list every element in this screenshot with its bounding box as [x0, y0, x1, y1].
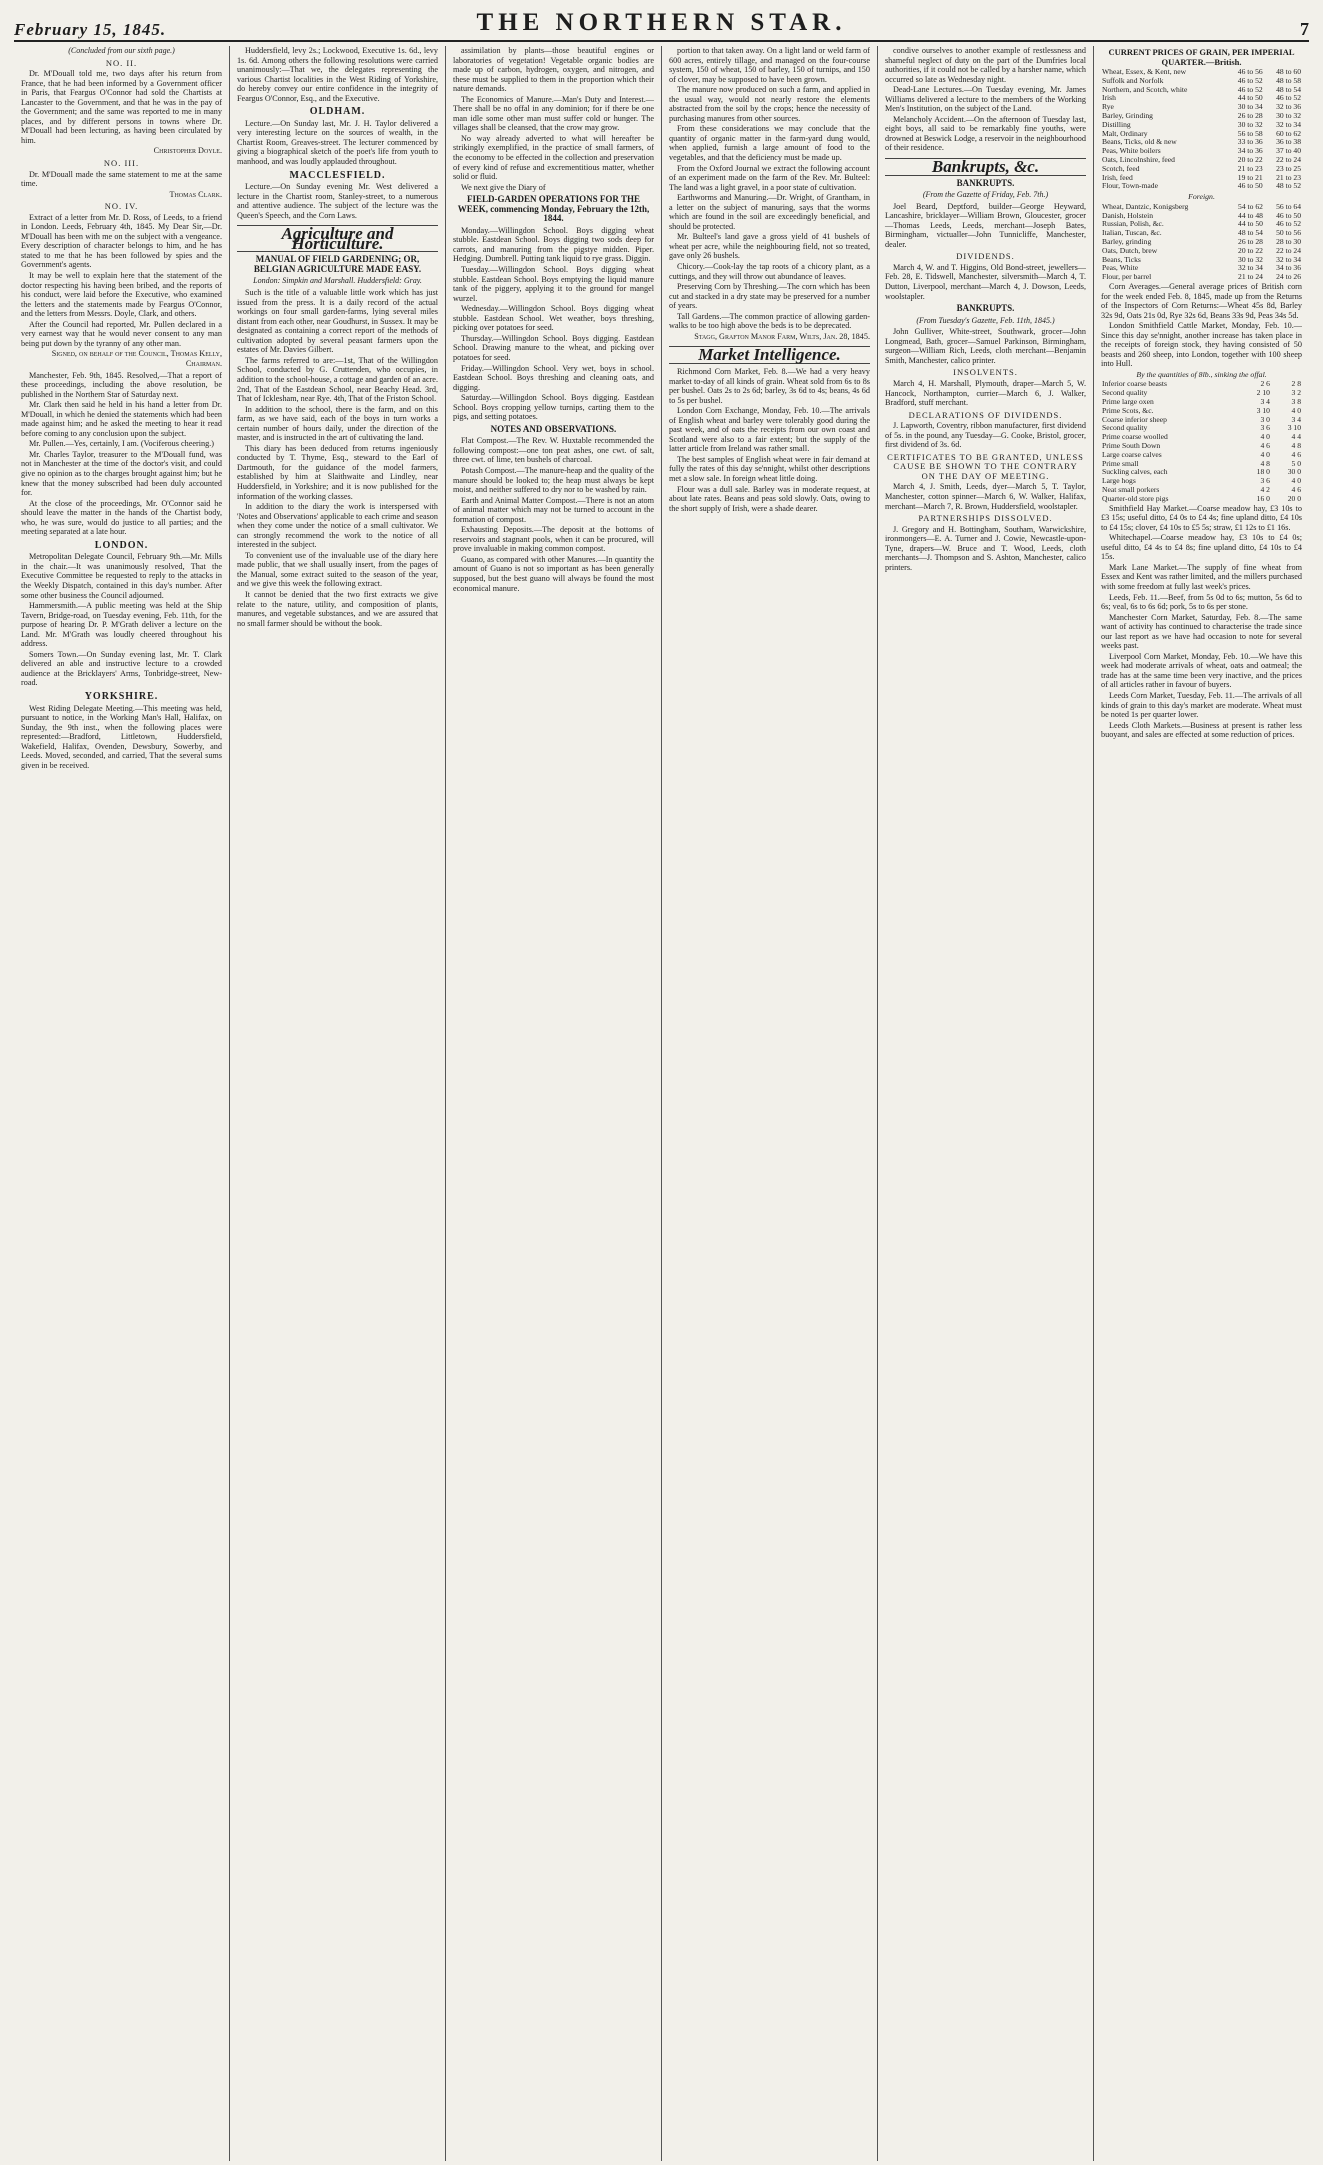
article-paragraph: J. Gregory and H. Bottingham, Southam, Warwickshire, ironmongers—E. A. Turner and J. Cowie, Newcastle-upon-Tyne, drapers—W. Bruce and T. Wood, Leeds, cloth merchants—J. Thompson and S. Ashton, Manchester, calico printers. [885, 524, 1086, 572]
column-1 [14, 46, 230, 2161]
notes-heading: NOTES AND OBSERVATIONS. [490, 423, 617, 434]
price-cell: 30 0 [1287, 467, 1301, 477]
page-number: 7 [1300, 19, 1309, 39]
article-paragraph: Huddersfield, levy 2s.; Lockwood, Executive 1s. 6d., levy 1s. 6d. Among others the following resolutions were carried unanimously:—That we, the delegates representing the various Chartist localities in the West Riding of Yorkshire, do hereby convey our entire confidence in the integrity of Feargus O'Connor, Esq., and the Executive. [237, 46, 438, 103]
article-paragraph: The manure now produced on such a farm, and applied in the usual way, would not nearly restore the elements abstracted from the soil by the crops; hence the necessity of purchasing manures from other sources. [669, 85, 870, 123]
price-cell: 32 to 34 [1238, 263, 1263, 273]
article-paragraph: Preserving Corn by Threshing.—The corn which has been cut and stacked in a dry state may be preserved for a number of years. [669, 282, 870, 311]
article-paragraph: From the Oxford Journal we extract the following account of an experiment made on the farm of the Rev. Mr. Bulteel: The land was a light gravel, in a poor state of cultivation. [669, 163, 870, 192]
price-cell: 21 to 23 [1237, 163, 1263, 173]
price-cell: 21 to 24 [1238, 272, 1263, 282]
article-paragraph: Liverpool Corn Market, Monday, Feb. 10.—We have this week had moderate arrivals of wheat, oats and oatmeal; the trade has at the same time been very inactive, and the prices of all articles rather in favour of buyers. [1101, 651, 1302, 690]
article-paragraph: John Gulliver, White-street, Southwark, grocer—John Longmead, Bath, grocer—Samuel Parkinson, Birmingham, surgeon—William Rich, Leeds, cloth merchant—Benjamin Smith, Manchester, calico printer. [885, 327, 1086, 365]
article-paragraph: Extract of a letter from Mr. D. Ross, of Leeds, to a friend in London. Leeds, February 4th, 1845. My Dear Sir,—Dr. M'Douall has been with me on the subject with a vengeance. Every description of character belongs to him, and he has stated to me that he has been followed by spies and the Government's agents. [21, 212, 222, 270]
article-paragraph: We next give the Diary of [461, 182, 546, 192]
column-4 [662, 46, 878, 2161]
column-5 [878, 46, 1094, 2161]
article-paragraph: Wednesday.—Willingdon School. Boys digging wheat stubble. Eastdean School. Wet weather, boys threshing, picking over potatoes for seed. [453, 304, 654, 333]
price-cell: 3 4 [1291, 414, 1301, 424]
price-cell: 2 6 [1260, 379, 1270, 389]
table-row [1101, 112, 1302, 121]
row-label: Wheat, Essex, & Kent, new [1102, 67, 1187, 77]
price-cell: 30 to 32 [1237, 119, 1263, 129]
row-label: Prime large oxen [1102, 397, 1154, 407]
article-paragraph: Such is the title of a valuable little work which has just issued from the press. It is a daily record of the actual workings on four small garden-farms, lying several miles distant from each other, near Goudhurst, in Sussex. It may be designated as containing a correct report of the methods of cultivation adopted by several peasant farmers upon the estates of Mr. Davies Gilbert. [237, 288, 438, 355]
grain-prices-title: CURRENT PRICES OF GRAIN, PER IMPERIAL QUARTER.—British. [1108, 47, 1295, 67]
article-paragraph: Leeds Corn Market, Tuesday, Feb. 11.—The arrivals of all kinds of grain to this day's market are moderate. Wheat must be noted 1s per quarter lower. [1101, 690, 1302, 720]
row-label: Scotch, feed [1102, 163, 1140, 173]
gazette-note: (From the Gazette of Friday, Feb. 7th.) [922, 190, 1049, 200]
price-cell: 20 0 [1287, 493, 1301, 503]
row-label: Distilling [1102, 119, 1131, 129]
signature: Christopher Doyle. [153, 146, 222, 156]
price-cell: 3 6 [1260, 423, 1270, 433]
price-cell: 22 to 24 [1276, 155, 1301, 165]
article-paragraph: J. Lapworth, Coventry, ribbon manufacturer, first dividend of 5s. in the pound, any Tuesday—G. Cooke, Bristol, grocer, first dividend of 3s. 6d. [885, 421, 1086, 450]
section-number: NO. IV. [104, 201, 139, 212]
price-cell: 56 to 64 [1276, 201, 1301, 211]
row-label: Peas, White boilers [1102, 146, 1161, 156]
row-label: Coarse inferior sheep [1102, 414, 1167, 424]
row-label: Malt, Ordinary [1102, 128, 1148, 138]
article-paragraph: Chicory.—Cook-lay the tap roots of a chicory plant, as a cuttings, and they will throw out abundance of leaves. [669, 262, 870, 281]
price-cell: 46 to 52 [1237, 75, 1263, 85]
price-cell: 37 to 40 [1276, 146, 1301, 156]
row-label: Russian, Polish, &c. [1102, 219, 1164, 229]
article-paragraph: Potash Compost.—The manure-heap and the quality of the manure should be looked to; the heap must always be kept moist, and neither suffered to dry nor to be washed by rain. [453, 465, 654, 495]
article-paragraph: London Corn Exchange, Monday, Feb. 10.—The arrivals of English wheat and barley were tolerably good during the past week, and of oats the receipts from our own coast and Scotland were also to a fair extent; but the supply of the latter article from Ireland was rather small. [669, 406, 870, 454]
bankrupts-heading: BANKRUPTS. [956, 177, 1015, 188]
price-cell: 48 to 52 [1276, 181, 1301, 191]
article-paragraph: West Riding Delegate Meeting.—This meeting was held, pursuant to notice, in the Working Man's Hall, Halifax, on Sunday, the 9th inst., when the following places were represented:—Bradford, Littletown, Huddersfield, Wakefield, Halifax, Ovenden, Dewsbury, Sowerby, and Leeds. Moved, seconded, and carried, That the several sums given in be received. [21, 703, 222, 770]
price-cell: 16 0 [1256, 493, 1270, 503]
price-cell: 4 8 [1260, 458, 1270, 468]
price-cell: 20 to 22 [1238, 245, 1263, 255]
price-cell: 4 6 [1291, 485, 1301, 494]
place-heading: MACCLESFIELD. [289, 169, 386, 181]
price-cell: 3 8 [1291, 397, 1301, 407]
article-paragraph: Earthworms and Manuring.—Dr. Wright, of Grantham, in a letter on the subject of manuring, says that the worms which are found in the soil are exceedingly beneficial, and should be protected. [669, 193, 870, 231]
table-row [1101, 86, 1302, 95]
article-paragraph: The best samples of English wheat were in fair demand at fully the rates of this day se'nnight, whilst other descriptions met a slow sale. In foreign wheat little doing. [669, 454, 870, 483]
issue-date: February 15, 1845. [14, 20, 167, 39]
price-cell: 44 to 50 [1238, 219, 1263, 229]
diary-heading: FIELD-GARDEN OPERATIONS FOR THE WEEK, commencing Monday, February the 12th, 1844. [457, 194, 650, 224]
row-label: Quarter-old store pigs [1102, 493, 1169, 503]
price-cell: 46 to 52 [1276, 93, 1301, 103]
row-label: Italian, Tuscan, &c. [1102, 228, 1162, 238]
book-title: MANUAL OF FIELD GARDENING; OR, BELGIAN AGRICULTURE MADE EASY. [253, 254, 422, 274]
article-paragraph: London Smithfield Cattle Market, Monday, Feb. 10.—Since this day se'nnight, another increase has taken place in the receipts of foreign stock, they having consisted of 50 beasts and 260 sheep, into London, together with 100 sheep into Hull. [1101, 321, 1302, 369]
price-cell: 50 to 56 [1276, 228, 1301, 238]
row-label: Prime South Down [1102, 441, 1161, 451]
price-cell: 34 to 36 [1237, 146, 1263, 156]
price-cell: 18 0 [1256, 467, 1270, 477]
price-cell: 4 2 [1260, 485, 1270, 494]
table-row [1101, 495, 1302, 504]
price-cell: 2 8 [1291, 379, 1301, 389]
price-cell: 44 to 50 [1237, 93, 1263, 103]
row-label: Beans, Ticks, old & new [1102, 137, 1177, 147]
article-paragraph: No way already adverted to what will hereafter be strikingly exemplified, in the practice of small farmers, of the economy to be effected in the collection and preservation of every kind of refuse and excrementitious matter, whether solid or fluid. [453, 133, 654, 182]
price-cell: 48 to 58 [1276, 75, 1301, 85]
price-cell: 46 to 52 [1276, 219, 1301, 229]
price-cell: 4 4 [1291, 432, 1301, 442]
article-paragraph: Hammersmith.—A public meeting was held at the Ship Tavern, Bridge-road, on Tuesday evening, Feb. 11th, for the purpose of hearing Dr. P. M'Grath deliver a lecture on the Land. Mr. M'Grath was loudly cheered throughout his address. [21, 601, 222, 649]
price-cell: 60 to 62 [1276, 128, 1301, 138]
price-cell: 44 to 48 [1238, 210, 1263, 220]
price-cell: 54 to 62 [1238, 201, 1263, 211]
article-paragraph: Metropolitan Delegate Council, February 9th.—Mr. Mills in the chair.—It was unanimously resolved, That the Executive Committee be requested to reply to the attacks in the Weekly Dispatch, contained in this day's number. After some other business the Council adjourned. [21, 552, 222, 600]
article-paragraph: The Economics of Manure.—Man's Duty and Interest.—There shall be no offal in any dominion; for if there be one man idle some other man must suffer cold or hunger. The villages shall be cleansed, that the crow may grow. [453, 94, 654, 133]
price-cell: 2 10 [1256, 388, 1270, 398]
row-label: Danish, Holstein [1102, 210, 1154, 220]
price-cell: 32 to 34 [1276, 119, 1301, 129]
row-label: Irish, feed [1102, 172, 1133, 182]
price-cell: 24 to 26 [1276, 272, 1301, 282]
price-cell: 3 6 [1260, 476, 1270, 486]
article-paragraph: assimilation by plants—those beautiful engines or laboratories of vegetation! Vegetable organic bodies are made up of carbon, hydrogen, oxygen, and nitrogen, and these must be supplied to them in the proportion which their nature demands. [453, 46, 654, 94]
cattle-prices-table [1101, 380, 1302, 503]
row-label: Prime coarse woolled [1102, 432, 1168, 442]
article-paragraph: Somers Town.—On Sunday evening last, Mr. T. Clark delivered an able and instructive lecture to a crowded audience at the Bricklayers' Arms, Tonbridge-street, New-road. [21, 649, 222, 688]
price-cell: 3 10 [1256, 405, 1270, 415]
place-heading: YORKSHIRE. [84, 691, 159, 702]
price-cell: 26 to 28 [1238, 236, 1263, 246]
price-cell: 46 to 50 [1237, 181, 1263, 191]
article-paragraph: portion to that taken away. On a light land or weld farm of 600 acres, entirely tillage, and managed on the four-course system, 150 of wheat, 150 of barley, 150 of turnips, and 150 of clover, may be supposed to have been grown. [669, 46, 870, 84]
price-cell: 28 to 30 [1276, 236, 1301, 246]
article-paragraph: Dr. M'Douall made the same statement to me at the same time. [21, 169, 222, 189]
article-paragraph: Lecture.—On Sunday last, Mr. J. H. Taylor delivered a very interesting lecture on the sources of wealth, in the Chartist Room, Greaves-street. The lecturer commenced by giving a biographical sketch of the poet's life from youth to manhood, and was loudly applauded throughout. [237, 118, 438, 167]
row-label: Suckling calves, each [1102, 467, 1168, 477]
price-cell: 22 to 24 [1276, 245, 1301, 255]
article-paragraph: Flat Compost.—The Rev. W. Huxtable recommended the following compost:—one ton peat ashes, one cwt. of salt, three cwt. of lime, ten bushels of charcoal. [453, 436, 654, 465]
article-paragraph: Corn Averages.—General average prices of British corn for the week ended Feb. 8, 1845, made up from the Returns of the Inspectors of Corn Returns:—Wheat 45s 8d, Barley 32s 9d, Oats 21s 0d, Rye 32s 6d, Beans 33s 9d, Peas 34s 5d. [1101, 281, 1302, 320]
article-paragraph: March 4, H. Marshall, Plymouth, draper—March 5, W. Hancock, Northampton, currier—March 6, J. Walker, Bradford, stuff merchant. [885, 378, 1086, 408]
article-paragraph: condive ourselves to another example of restlessness and shameful neglect of duty on the part of the Dumfries local authorities, if it could not be called by a harsher name, which occurred so late as Wednesday night. [885, 46, 1086, 84]
article-paragraph: Dead-Lane Lectures.—On Tuesday evening, Mr. James Williams delivered a lecture to the members of the Working Men's Institution, on the subject of the Land. [885, 85, 1086, 114]
article-paragraph: To convenient use of the invaluable use of the diary here made public, that we shall usually insert, from the pages of the Manual, some extract suited to the season of the year, and we give this week the following extract. [237, 550, 438, 589]
article-paragraph: March 4, J. Smith, Leeds, dyer—March 5, T. Taylor, Manchester, cotton spinner—March 6, W. Walker, Halifax, merchant—March 7, R. Brown, Huddersfield, woolstapler. [885, 482, 1086, 511]
gazette-note: (From Tuesday's Gazette, Feb. 11th, 1845.) [916, 315, 1055, 325]
column-6 [1094, 46, 1309, 2161]
row-label: Beans, Ticks [1102, 254, 1141, 264]
price-cell: 19 to 21 [1237, 172, 1263, 182]
price-cell: 3 0 [1260, 414, 1270, 424]
row-label: Prime Scots, &c. [1102, 405, 1154, 415]
article-paragraph: Exhausting Deposits.—The deposit at the bottoms of reservoirs and stagnant pools, when it can be procured, will prove invaluable in making common compost. [453, 525, 654, 554]
article-paragraph: In addition to the diary the work is interspersed with 'Notes and Observations' applicable to each crime and season when they come under the notice of a small cultivator. We can strongly recommend the work to the notice of all interested in the subject. [237, 502, 438, 550]
row-label: Oats, Dutch, brew [1102, 245, 1158, 255]
price-cell: 4 6 [1291, 449, 1301, 459]
article-paragraph: This diary has been deduced from returns ingeniously conducted by T. Thyme, Esq., steward to the Earl of Dartmouth, for the guidance of the model farmers, established by him at Slaithwaite and Lindley, near Huddersfield, in Yorkshire; and it is now published for the information of the working classes. [237, 443, 438, 501]
column-3 [446, 46, 662, 2161]
price-cell: 4 0 [1291, 405, 1301, 415]
row-label: Neat small porkers [1102, 485, 1160, 494]
price-cell: 48 to 54 [1238, 228, 1263, 238]
section-number: NO. II. [105, 57, 138, 68]
article-paragraph: Monday.—Willingdon School. Boys digging wheat stubble. Eastdean School. Boys digging two sods deep for carrots, and manuring from the pigstye midden. Piper. Hedging. Dumbrell. Putting tank liquid to rye grass. Diggin. [453, 225, 654, 264]
price-cell: 3 10 [1287, 423, 1301, 433]
row-label: Second quality [1102, 388, 1148, 398]
price-cell: 46 to 56 [1237, 67, 1263, 77]
partnerships-heading: PARTNERSHIPS DISSOLVED. [918, 513, 1053, 524]
row-label: Wheat, Dantzic, Konigsberg [1102, 201, 1189, 211]
price-cell: 46 to 50 [1276, 210, 1301, 220]
row-label: Irish [1102, 93, 1116, 103]
price-cell: 34 to 36 [1276, 263, 1301, 273]
article-paragraph: Earth and Animal Matter Compost.—There is not an atom of animal matter which may not be turned to account in the formation of compost. [453, 495, 654, 524]
signature: Thomas Clark. [169, 189, 222, 199]
signature: Signed, on behalf of the Council, Thomas Kelly, Chairman. [51, 349, 222, 368]
price-cell: 30 to 32 [1276, 111, 1301, 121]
article-paragraph: From these considerations we may conclude that the quantity of organic matter in the farm-yard dung would, when applied, furnish a large amount of food to the vegetables, and that the deficiency must be made up. [669, 124, 870, 163]
article-paragraph: Guano, as compared with other Manures.—In quantity the amount of Guano is not so important as has been generally supposed, but the best guano will always be found the most economical manure. [453, 554, 654, 593]
row-label: Northern, and Scotch, white [1102, 84, 1188, 94]
price-cell: 30 to 34 [1237, 102, 1263, 112]
masthead [14, 6, 1309, 42]
price-cell: 48 to 54 [1276, 84, 1301, 94]
price-cell: 33 to 36 [1237, 137, 1263, 147]
article-paragraph: Manchester Corn Market, Saturday, Feb. 8.—The same want of activity has continued to characterise the trade since our last report as we have had occasion to note for several weeks past. [1101, 612, 1302, 651]
article-paragraph: Mr. Clark then said he held in his hand a letter from Dr. M'Douall, in which he denied the statements which had been made against him; and he asked the meeting to hear it read before coming to any conclusion upon the subject. [21, 400, 222, 438]
article-paragraph: Tuesday.—Willingdon School. Boys digging wheat stubble. Eastdean School. Boys emptying the liquid manure tank of the piggery, applying it to the ground for mangel wurzel. [453, 265, 654, 303]
article-paragraph: Lecture.—On Sunday evening Mr. West delivered a lecture in the Chartist room, Stanley-street, to a numerous and attentive audience. The subject of the lecture was the Queen's Speech, and the Corn Laws. [237, 182, 438, 220]
price-cell: 48 to 60 [1276, 67, 1301, 77]
article-paragraph: Mark Lane Market.—The supply of fine wheat from Essex and Kent was rather limited, and the millers purchased with some freedom at fully last week's prices. [1101, 562, 1302, 591]
price-cell: 4 0 [1291, 476, 1301, 486]
article-paragraph: The farms referred to are:—1st, That of the Willingdon School, conducted by G. Cruttenden, who occupies, in addition to the school-house, a cottage and garden of an acre. 2nd, That of the Eastdean School, near Beachy Head. 3rd, That of Icklesham, near Rye. 4th, That of the Friston School. [237, 355, 438, 404]
cattle-table-title: By the quantities of 8lb., sinking the offal. [1136, 369, 1267, 379]
article-paragraph: Joel Beard, Deptford, builder—George Heyward, Lancashire, bricklayer—William Brown, Gloucester, grocer—Thomas Leeds, Leeds, merchant—Joseph Bates, Birmingham, victualler—John Tunnicliffe, Manchester, dealer. [885, 201, 1086, 249]
article-paragraph: Whitechapel.—Coarse meadow hay, £3 10s to £4 0s; useful ditto, £4 4s to £4 8s; fine upland ditto, £4 10s to £4 15s. [1101, 533, 1302, 562]
article-paragraph: Mr. Bulteel's land gave a gross yield of 41 bushels of wheat per acre, while the neighbouring field, not so treated, gave only 26 bushels. [669, 232, 870, 261]
row-label: Peas, White [1102, 263, 1139, 273]
table-row [1101, 94, 1302, 103]
article-paragraph: After the Council had reported, Mr. Pullen declared in a very earnest way that he would never consent to any man being put down by the tyranny of any other man. [21, 319, 222, 348]
section-heading: Agriculture and Horticulture. [237, 225, 438, 252]
article-paragraph: Dr. M'Douall told me, two days after his return from France, that he had been informed by a Government officer in Paris, that Feargus O'Connor had sold the Chartists at Lancaster to the Government, and that he was in the pay of the Government; and the same was reported to me in many places, and by different persons in towns where Dr. M'Douall had been lecturing, as having been circulated by him. [21, 69, 222, 145]
article-paragraph: Leeds Cloth Markets.—Business at present is rather less buoyant, and sales are effected at some reduction of prices. [1101, 720, 1302, 740]
row-label: Barley, grinding [1102, 236, 1152, 246]
row-label: Inferior coarse beasts [1102, 379, 1167, 389]
table-row [1101, 182, 1302, 191]
article-paragraph: In addition to the school, there is the farm, and on this farm, as we have said, each of the boys in turn works a certain number of hours daily, under the direction of the master, and is instructed in the art of cultivating the land. [237, 404, 438, 443]
article-paragraph: Mr. Pullen.—Yes, certainly, I am. (Vociferous cheering.) [29, 439, 214, 449]
article-paragraph: Richmond Corn Market, Feb. 8.—We had a very heavy market to-day of all kinds of grain. Wheat sold from 6s to 8s per bushel. Oats 2s to 2s 6d; barley, 3s 6d to 4s; beans, 4s 6d to 5s per bushel. [669, 366, 870, 405]
price-cell: 26 to 28 [1237, 111, 1263, 121]
price-cell: 5 0 [1291, 458, 1301, 468]
article-paragraph: It may be well to explain here that the statement of the doctor respecting his having been bribed, and the reports of his conduct, were laid before the Executive, who examined the letters and the statements made by Feargus O'Connor, and the letters from Messrs. Doyle, Clark, and others. [21, 271, 222, 319]
row-label: Flour, Town-made [1102, 181, 1158, 191]
insolvents-heading: INSOLVENTS. [953, 367, 1018, 378]
row-label: Rye [1102, 102, 1114, 112]
foreign-grain-table [1101, 203, 1302, 282]
price-cell: 21 to 23 [1276, 172, 1301, 182]
article-paragraph: Thursday.—Willingdon School. Boys digging. Eastdean School. Drawing manure to the wheat, and picking over potatoes for seed. [453, 333, 654, 362]
place-heading: OLDHAM. [309, 106, 366, 118]
foreign-heading: Foreign. [1188, 192, 1215, 202]
article-paragraph: Mr. Charles Taylor, treasurer to the M'Douall fund, was not in Manchester at the time of the doctor's visit, and could give no opinion as to the charges brought against him; but he knew that the money subscribed had been duly accounted for. [21, 449, 222, 498]
column-2 [230, 46, 446, 2161]
certificates-heading: CERTIFICATES TO BE GRANTED, UNLESS CAUSE BE SHOWN TO THE CONTRARY ON THE DAY OF MEETING. [887, 451, 1084, 481]
price-cell: 4 6 [1260, 441, 1270, 451]
article-paragraph: Smithfield Hay Market.—Coarse meadow hay, £3 10s to £3 15s; useful ditto, £4 0s to £4 4s; fine upland ditto, £4 10s to £4 15s; clover, £4 10s to £5 5s; straw, £1 12s to £1 16s. [1101, 503, 1302, 532]
declarations-heading: DECLARATIONS OF DIVIDENDS. [908, 409, 1063, 420]
row-label: Barley, Grinding [1102, 111, 1153, 121]
place-heading: LONDON. [94, 539, 149, 551]
book-publisher: London: Simpkin and Marshall. Huddersfield: Gray. [253, 276, 422, 286]
article-paragraph: At the close of the proceedings, Mr. O'Connor said he should leave the matter in the hands of the Chartist body, who, he was sure, would do justice to all parties; and the meeting separated at a late hour. [21, 498, 222, 537]
price-cell: 4 0 [1260, 432, 1270, 442]
article-paragraph: Tall Gardens.—The common practice of allowing garden-walks to be too high above the beds is to be deprecated. [669, 311, 870, 331]
row-label: Flour, per barrel [1102, 272, 1152, 282]
article-paragraph: Saturday.—Willingdon School. Boys digging. Eastdean School. Boys cropping yellow turnips, carting them to the pigs, and setting potatoes. [453, 393, 654, 422]
row-label: Second quality [1102, 423, 1148, 433]
row-label: Large hogs [1102, 476, 1136, 486]
price-cell: 32 to 36 [1276, 102, 1301, 112]
row-label: Suffolk and Norfolk [1102, 75, 1164, 85]
price-cell: 4 8 [1291, 441, 1301, 451]
continued-note: (Concluded from our sixth page.) [68, 46, 175, 55]
article-paragraph: March 4, W. and T. Higgins, Old Bond-street, jewellers—Feb. 28, E. Tidswell, Manchester, silversmith—March 4, T. Dutton, Liverpool, merchant—March 4, J. Dowson, Leeds, woolstapler. [885, 262, 1086, 301]
price-cell: 46 to 52 [1237, 84, 1263, 94]
article-paragraph: Flour was a dull sale. Barley was in moderate request, at about late rates. Beans and peas sold slowly. Oats, owing to the short supply of Irish, were a shade dearer. [669, 484, 870, 513]
row-label: Oats, Lincolnshire, feed [1102, 155, 1175, 165]
price-cell: 4 0 [1260, 449, 1270, 459]
article-paragraph: Manchester, Feb. 9th, 1845. Resolved,—That a report of these proceedings, including the above resolution, be published in the Northern Star of Saturday next. [21, 370, 222, 399]
article-paragraph: Melancholy Accident.—On the afternoon of Tuesday last, eight boys, all said to be remarkably fine youths, were drowned at Beswick Lodge, a reservoir in the neighbourhood of their residence. [885, 114, 1086, 153]
price-cell: 20 to 22 [1237, 155, 1263, 165]
article-paragraph: It cannot be denied that the two first extracts we give relate to the nature, utility, and composition of plants, manures, and vegetable substances, and we are assured that no small farmer should be without the book. [237, 589, 438, 628]
british-grain-table [1101, 68, 1302, 191]
row-label: Prime small [1102, 458, 1139, 468]
price-cell: 36 to 38 [1276, 137, 1301, 147]
columns [14, 46, 1309, 2161]
section-heading: Market Intelligence. [669, 346, 870, 364]
price-cell: 3 4 [1260, 397, 1270, 407]
dividends-heading: DIVIDENDS. [956, 251, 1015, 262]
price-cell: 32 to 34 [1276, 254, 1301, 264]
article-paragraph: Friday.—Willingdon School. Very wet, boys in school. Eastdean School. Boys threshing and cleaning oats, and digging. [453, 363, 654, 392]
section-heading: Bankrupts, &c. [885, 158, 1086, 176]
section-number: NO. III. [103, 158, 140, 169]
price-cell: 30 to 32 [1238, 254, 1263, 264]
table-row [1101, 273, 1302, 282]
price-cell: 3 2 [1291, 388, 1301, 398]
price-cell: 23 to 25 [1276, 163, 1301, 173]
bankrupts-heading: BANKRUPTS. [956, 303, 1015, 314]
price-cell: 56 to 58 [1237, 128, 1263, 138]
row-label: Large coarse calves [1102, 449, 1162, 459]
newspaper-title: THE NORTHERN STAR. [476, 9, 847, 36]
signature: Stagg, Grafton Manor Farm, Wilts, Jan. 28, 1845. [694, 331, 870, 341]
article-paragraph: Leeds, Feb. 11.—Beef, from 5s 0d to 6s; mutton, 5s 6d to 6s; veal, 6s to 6s 6d; pork, 5s to 6s per stone. [1101, 592, 1302, 612]
